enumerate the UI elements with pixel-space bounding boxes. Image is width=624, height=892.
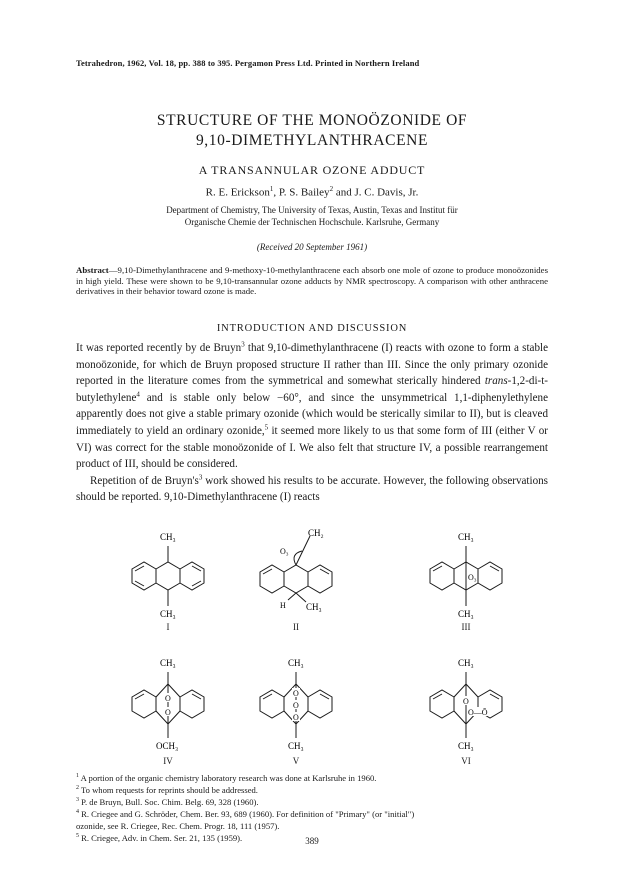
oxygen-label: O [293, 689, 299, 698]
methyl-top-label: CH₃ [458, 658, 474, 668]
author-3: J. C. Davis, Jr. [354, 186, 419, 199]
structure-V [250, 652, 370, 762]
page-number: 389 [305, 836, 319, 846]
author-2-note: 2 [329, 185, 334, 193]
author-separator: , [273, 186, 279, 199]
ref-mark: 3 [198, 473, 203, 482]
text-run: Repetition of de Bruyn's [90, 474, 199, 487]
ozone-label: O₃ [280, 547, 289, 556]
footnote [76, 783, 556, 795]
footnote-text: R. Criegee, Adv. in Chem. Ser. 21, 135 (1959). [79, 833, 243, 844]
footnote-text: R. Criegee and G. Schröder, Chem. Ber. 93, 689 (1960). For definition of "Primary" (or "initial") [79, 809, 415, 820]
paragraph-2 [76, 473, 548, 506]
title-line-2: 9,10-DIMETHYLANTHRACENE [195, 132, 429, 149]
ref-mark: 5 [264, 423, 269, 432]
methoxy-label: OCH₃ [156, 741, 179, 751]
ozone-label: O₃ [468, 573, 477, 582]
section-heading: INTRODUCTION AND DISCUSSION [216, 323, 408, 334]
footnote-mark: 3 [76, 797, 79, 804]
methyl-bottom-label: CH₃ [160, 609, 176, 619]
methyl-bottom-label: CH₃ [458, 741, 474, 751]
footnote-mark: 1 [76, 773, 79, 779]
oxygen-label: O [165, 694, 171, 703]
structure-V-label: V [292, 756, 300, 766]
body-text [76, 340, 548, 506]
methyl-top-label: CH₃ [458, 532, 474, 542]
oxygen-label: O [165, 708, 171, 717]
footnote-text: To whom requests for reprints should be addressed. [79, 784, 258, 795]
methyl-top-label: CH₃ [288, 658, 304, 668]
structure-VI [420, 652, 540, 762]
footnote-mark: 4 [76, 809, 79, 816]
author-1-note: 1 [269, 185, 274, 193]
structure-I-label: I [166, 622, 170, 632]
methyl-top-label: CH₃ [160, 532, 176, 542]
oxygen-label: O [463, 697, 469, 706]
abstract [76, 265, 548, 297]
methyl-bottom-label: CH₃ [458, 609, 474, 619]
footnote-mark: 5 [76, 833, 79, 840]
running-head: Tetrahedron, 1962, Vol. 18, pp. 388 to 395. Pergamon Press Ltd. Printed in Northern Ireland [76, 58, 420, 68]
footnote-mark: 2 [76, 785, 79, 792]
structure-II-label: II [293, 622, 299, 632]
author-separator: and [333, 186, 355, 199]
subtitle: A TRANSANNULAR OZONE ADDUCT [198, 163, 426, 177]
text-run: It was reported recently by de Bruyn [76, 342, 242, 354]
text-run: work showed his results to be accurate. However, the following observations should be reported. 9,10-Dimethylanthracene (I) reacts [76, 474, 548, 504]
methyl-top-label: CH₃ [160, 658, 176, 668]
text-run: -1,2-di-t-butylethylene [76, 375, 548, 404]
paragraph-1 [76, 340, 548, 473]
structure-II [250, 522, 370, 622]
methyl-bottom-label: CH₃ [288, 741, 304, 751]
structure-I [122, 522, 242, 622]
footnote [76, 771, 556, 783]
hydrogen-label: H [280, 601, 286, 610]
text-run: and is stable only below −60°, and since the unsymmetrical 1,1-diphenylethylene apparently does not give a stable primary ozonide (which would be sterically similar to II), but is cleaved immediately to yield an ordinary ozonide, [76, 391, 548, 437]
ref-mark: 3 [241, 340, 245, 349]
footnote [76, 807, 556, 819]
footnote-text: ozonide, see R. Criegee, Rec. Chem. Progr. 18, 111 (1957). [76, 821, 280, 832]
structure-III-label: III [461, 622, 471, 632]
footnote-text: A portion of the organic chemistry laboratory research was done at Karlsruhe in 1960. [79, 772, 377, 783]
italic-run: trans [484, 375, 508, 388]
oxygen-label: O [293, 713, 299, 722]
text-run: it seemed more likely to us that some form of III (either V or VI) was correct for the stable monoözonide of I. We also felt that structure IV, a possible rearrangement product of III, should be considered. [76, 424, 548, 471]
footnotes [76, 771, 556, 843]
ref-mark: 4 [136, 390, 140, 399]
footnote [76, 819, 556, 831]
structure-III [420, 522, 540, 622]
peroxide-ring-label: O—Ō [468, 708, 488, 717]
footnote [76, 795, 556, 807]
affiliation-line-1: Department of Chemistry, The University of Texas, Austin, Texas and Institut für [166, 205, 458, 215]
received-date: (Received 20 September 1961) [256, 242, 368, 252]
structure-IV-label: IV [163, 756, 173, 766]
abstract-text: —9,10-Dimethylanthracene and 9-methoxy-10-methylanthracene each absorb one mole of ozone to produce monoözonides in high yield. These were shown to be 9,10-transannular ozone adducts by NMR spectroscopy. A comparison with other anthracene derivatives in their behavior toward ozone is made. [76, 265, 548, 297]
affiliation [0, 204, 624, 228]
footnote-text: P. de Bruyn, Bull. Soc. Chim. Belg. 69, 328 (1960). [79, 796, 259, 807]
author-2: P. S. Bailey [278, 186, 330, 199]
methylene-label: CH₂ [308, 528, 324, 538]
author-1: R. E. Erickson [205, 186, 270, 199]
structure-VI-label: VI [461, 756, 471, 766]
abstract-label: Abstract [76, 265, 109, 275]
affiliation-line-2: Organische Chemie der Technischen Hochschule. Karlsruhe, Germany [184, 217, 440, 227]
methyl-label: CH₃ [306, 602, 322, 612]
structure-IV [122, 652, 242, 762]
title-line-1: STRUCTURE OF THE MONOÖZONIDE OF [156, 112, 468, 129]
text-run: that 9,10-dimethylanthracene (I) reacts with ozone to form a stable monoözonide, for which de Bruyn proposed structure II rather than III. Since the only primary ozonide reported in the literature comes from the symmetrical and somewhat sterically hindered [76, 342, 549, 388]
authors [0, 185, 624, 199]
oxygen-label: O [293, 701, 299, 710]
